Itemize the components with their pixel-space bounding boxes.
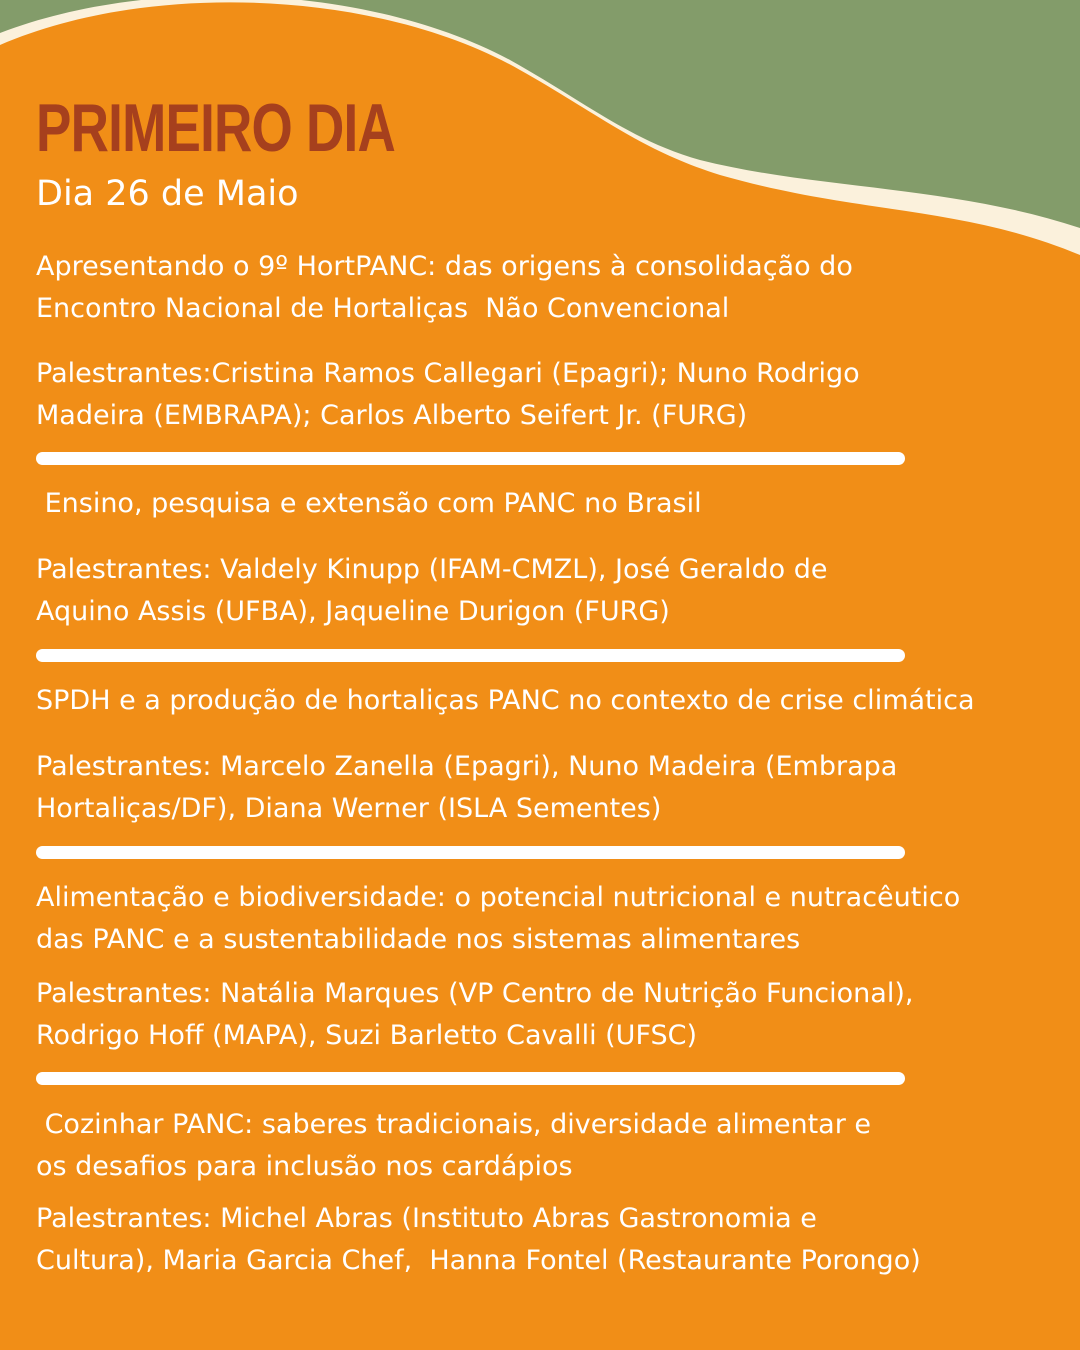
topic-line: SPDH e a produção de hortaliças PANC no contexto de crise climática — [36, 685, 975, 716]
session-speakers — [36, 1198, 921, 1282]
speakers-line: Palestrantes: Valdely Kinupp (IFAM-CMZL), José Geraldo de — [36, 554, 828, 585]
speakers-line: Palestrantes: Marcelo Zanella (Epagri), Nuno Madeira (Embrapa — [36, 751, 898, 782]
session-speakers — [36, 353, 860, 437]
speakers-line: Madeira (EMBRAPA); Carlos Alberto Seifert Jr. (FURG) — [36, 400, 748, 431]
section-divider — [36, 452, 905, 465]
speakers-line: Cultura), Maria Garcia Chef, Hanna Fontel (Restaurante Porongo) — [36, 1245, 921, 1276]
topic-line: das PANC e a sustentabilidade nos sistemas alimentares — [36, 924, 801, 955]
date-subtitle: Dia 26 de Maio — [36, 174, 299, 214]
topic-line: os desafios para inclusão nos cardápios — [36, 1151, 573, 1182]
session-topic — [36, 680, 975, 722]
speakers-line: Palestrantes: Michel Abras (Instituto Abras Gastronomia e — [36, 1203, 817, 1234]
session-topic — [36, 1104, 871, 1188]
session-topic — [36, 483, 702, 525]
topic-line: Ensino, pesquisa e extensão com PANC no Brasil — [36, 488, 702, 519]
topic-line: Encontro Nacional de Hortaliças Não Convencional — [36, 293, 730, 324]
speakers-line: Palestrantes: Natália Marques (VP Centro de Nutrição Funcional), — [36, 978, 914, 1009]
speakers-line: Palestrantes:Cristina Ramos Callegari (Epagri); Nuno Rodrigo — [36, 358, 860, 389]
section-divider — [36, 1072, 905, 1085]
section-divider — [36, 649, 905, 662]
topic-line: Cozinhar PANC: saberes tradicionais, diversidade alimentar e — [36, 1109, 872, 1140]
topic-line: Apresentando o 9º HortPANC: das origens à consolidação do — [36, 251, 853, 282]
topic-line: Alimentação e biodiversidade: o potencial nutricional e nutracêutico — [36, 882, 961, 913]
speakers-line: Hortaliças/DF), Diana Werner (ISLA Sementes) — [36, 793, 662, 824]
session-topic — [36, 246, 853, 330]
session-speakers — [36, 746, 897, 830]
speakers-line: Aquino Assis (UFBA), Jaqueline Durigon (FURG) — [36, 596, 670, 627]
session-speakers — [36, 549, 827, 633]
session-speakers — [36, 973, 913, 1057]
speakers-line: Rodrigo Hoff (MAPA), Suzi Barletto Cavalli (UFSC) — [36, 1020, 698, 1051]
section-divider — [36, 846, 905, 859]
session-topic — [36, 877, 960, 961]
page-title: PRIMEIRO DIA — [36, 90, 395, 166]
